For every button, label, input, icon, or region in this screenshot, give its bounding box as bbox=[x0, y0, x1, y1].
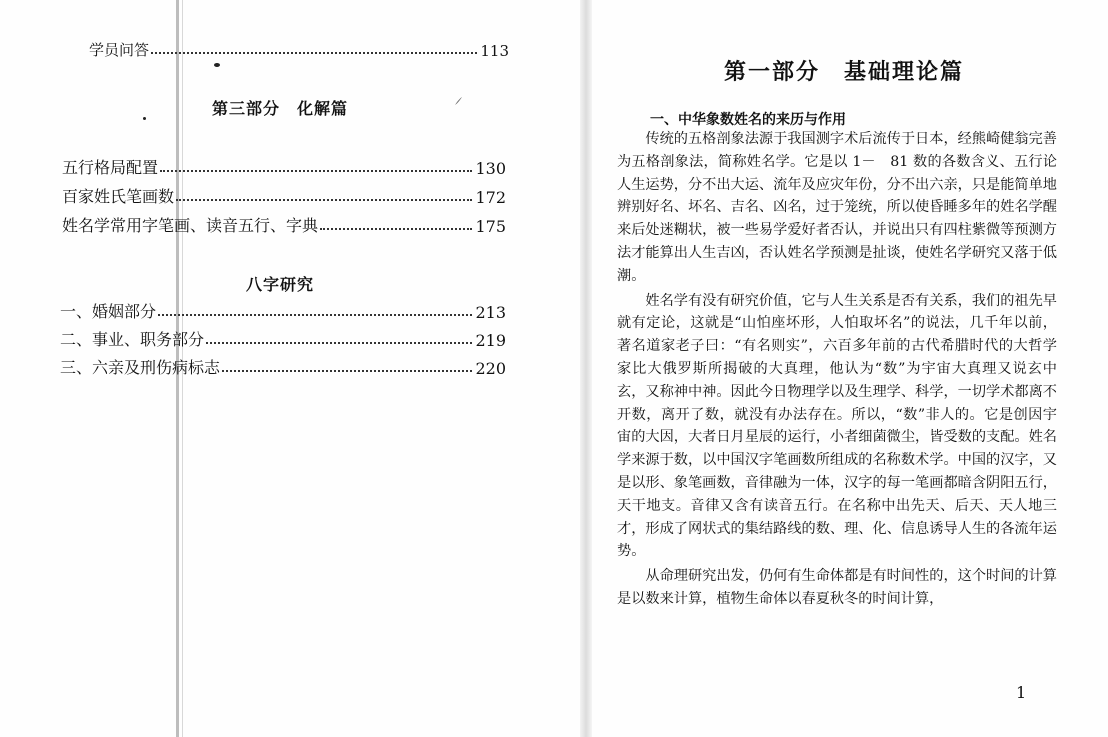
toc-leader-dots bbox=[222, 369, 472, 372]
toc-leader-dots bbox=[320, 227, 472, 230]
toc-leader-dots bbox=[160, 169, 472, 172]
book-spine bbox=[580, 0, 592, 737]
toc-leader-dots bbox=[176, 198, 472, 201]
page-number: 1 bbox=[1016, 683, 1027, 702]
toc-entry-page: 220 bbox=[475, 359, 506, 378]
toc-entry-page: 175 bbox=[475, 217, 506, 236]
toc-entry[interactable] bbox=[60, 299, 506, 322]
toc-entry-qa[interactable] bbox=[89, 39, 509, 60]
paragraph: 从命理研究出发，仍何有生命体都是有时间性的，这个时间的计算是以数来计算，植物生命体以春夏秋冬的时间计算， bbox=[617, 568, 1057, 607]
toc-entry-title: 姓名学常用字笔画、读音五行、字典 bbox=[62, 216, 319, 235]
toc-entry[interactable] bbox=[60, 355, 506, 378]
toc-leader-dots bbox=[151, 51, 477, 54]
toc-leader-dots bbox=[206, 341, 472, 344]
section-heading-bazi: 八字研究 bbox=[246, 275, 315, 294]
toc-entry-title: 五行格局配置 bbox=[62, 158, 159, 177]
body-text bbox=[617, 128, 1057, 611]
toc-entry-page: 219 bbox=[475, 331, 506, 350]
chapter-title: 第一部分 基础理论篇 bbox=[724, 59, 965, 85]
scan-speck bbox=[143, 117, 146, 120]
toc-entry-title: 二、事业、职务部分 bbox=[60, 330, 205, 349]
toc-entry-title: 学员问答 bbox=[89, 41, 150, 59]
toc-entry-title: 三、六亲及刑伤病标志 bbox=[60, 358, 221, 377]
paragraph: 传统的五格剖象法源于我国测字术后流传于日本，经熊崎健翁完善为五格剖象法，简称姓名学。它是以 1－ 81 数的各数含义、五行论人生运势，分不出大运、流年及应灾年份，分不出六亲，只是能简单地辨别好名、坏名、吉名、凶名，过于笼统，所以使昏睡多年的姓名学醒来后处迷糊状，被一些易学爱好者否认，并说出只有四柱紫微等预测方法才能算出人生吉凶，否认姓名学预测是扯谈，使姓名学研究又落于低潮。 bbox=[617, 131, 1057, 284]
toc-entry-title: 一、婚姻部分 bbox=[60, 302, 157, 321]
toc-entry[interactable] bbox=[60, 327, 506, 350]
paragraph: 姓名学有没有研究价值，它与人生关系是否有关系，我们的祖先早就有定论，这就是“山怕座坏形，人怕取坏名”的说法，几千年以前，著名道家老子曰：“有名则实”，六百多年前的古代希腊时代的大哲学家比大俄罗斯所揭破的大真理，他认为“数”为宇宙大真理又说玄中玄，又称神中神。因此今日物理学以及生理学、科学，一切学术都离不开数，离开了数，就没有办法存在。所以，“数”非人的。它是创因宇宙的大因，大者日月星辰的运行，小者细菌微尘，皆受数的支配。姓名学来源于数，以中国汉字笔画数所组成的名称数术学。中国的汉字，又是以形、象笔画数，音律融为一体，汉字的每一笔画都暗含阴阳五行，天干地支。音律又含有读音五行。在名称中出先天、后天、天人地三才，形成了网状式的集结路线的数、理、化、信息诱导人生的各流年运势。 bbox=[617, 292, 1057, 560]
toc-entry-page: 113 bbox=[480, 42, 509, 60]
toc-entry[interactable] bbox=[62, 213, 506, 236]
toc-entry[interactable] bbox=[62, 184, 506, 207]
section-heading-part3: 第三部分 化解篇 bbox=[212, 99, 349, 118]
section-subheading: 一、中华象数姓名的来历与作用 bbox=[650, 112, 846, 128]
toc-entry-title: 百家姓氏笔画数 bbox=[62, 187, 175, 206]
toc-entry-page: 172 bbox=[475, 188, 506, 207]
toc-leader-dots bbox=[158, 313, 472, 316]
scan-speck bbox=[214, 63, 220, 67]
toc-entry-page: 130 bbox=[475, 159, 506, 178]
toc-entry-page: 213 bbox=[475, 303, 506, 322]
toc-entry[interactable] bbox=[62, 155, 506, 178]
